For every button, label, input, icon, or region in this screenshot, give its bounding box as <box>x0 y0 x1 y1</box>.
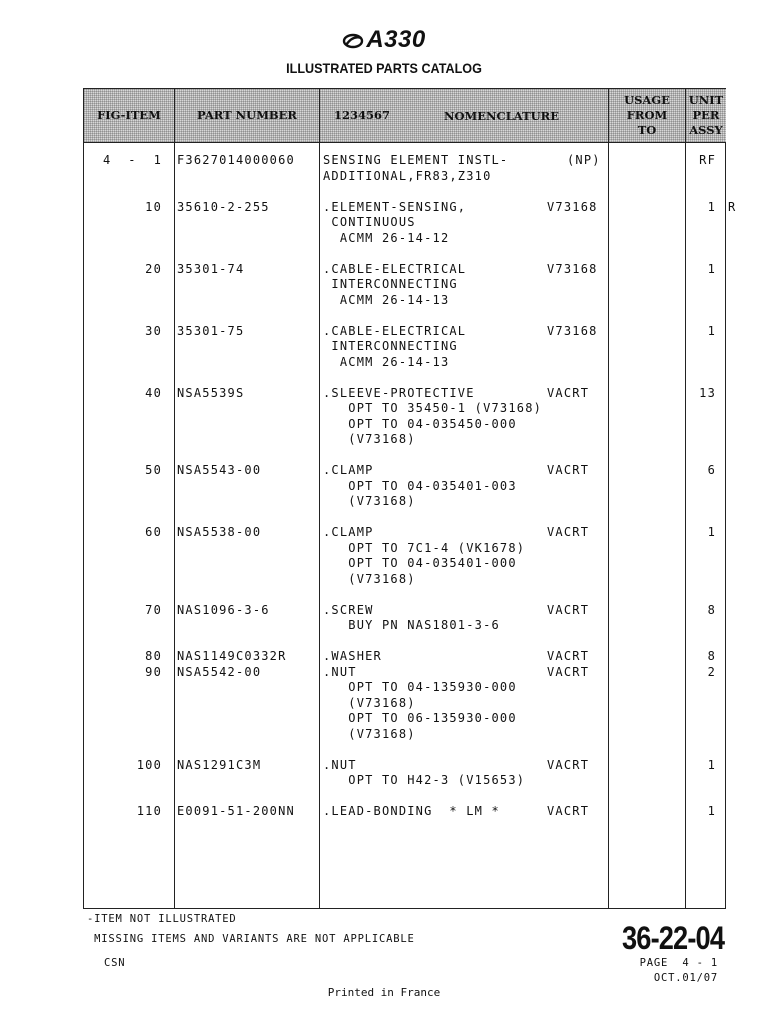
nomenclature-line: CONTINUOUS <box>323 215 416 229</box>
nomenclature-line: BUY PN NAS1801-3-6 <box>323 618 500 632</box>
nomenclature-line: .WASHER <box>323 649 382 663</box>
nomenclature-line: (V73168) <box>323 494 416 508</box>
note-not-illustrated: -ITEM NOT ILLUSTRATED <box>87 913 237 925</box>
aircraft-model: A330 <box>366 26 426 53</box>
nomenclature-line: .CABLE-ELECTRICAL <box>323 323 467 338</box>
catalog-title: ILLUSTRATED PARTS CATALOG <box>286 60 482 76</box>
part-number-cell: 35301-74 <box>177 261 245 276</box>
unit-per-assy-cell: 2 <box>707 664 716 679</box>
nomenclature-line: OPT TO 04-035401-000 <box>323 556 517 570</box>
nomenclature-line: OPT TO 04-035450-000 <box>323 416 517 431</box>
unit-per-assy-cell: 8 <box>707 649 716 663</box>
column-divider <box>608 89 609 908</box>
unit-per-assy-cell: 8 <box>707 602 716 617</box>
nomenclature-line: INTERCONNECTING <box>323 277 458 291</box>
nomenclature-cell <box>323 603 500 634</box>
nomenclature-line: OPT TO 04-135930-000 <box>323 680 517 694</box>
unit-per-assy-cell: 1 <box>707 525 716 539</box>
revision-mark: R <box>728 199 737 214</box>
airbus-logo-icon <box>342 33 364 49</box>
vendor-code-cell: VACRT <box>547 649 590 663</box>
nomenclature-line: OPT TO 35450-1 (V73168) <box>323 401 543 415</box>
nomenclature-line: .SLEEVE-PROTECTIVE <box>323 385 475 400</box>
part-number-cell: NSA5542-00 <box>177 664 262 679</box>
csn-label: CSN <box>104 957 126 969</box>
vendor-code-cell: VACRT <box>547 664 590 679</box>
nomenclature-line: .NUT <box>323 664 357 679</box>
nomenclature-line: .CLAMP <box>323 463 374 477</box>
vendor-code-cell: (NP) <box>567 153 601 167</box>
nomenclature-line: .LEAD-BONDING * LM * <box>323 804 500 818</box>
part-number-cell: NSA5539S <box>177 385 245 400</box>
fig-item-cell: 60 <box>145 525 162 539</box>
fig-item-cell: 4 - 1 <box>103 153 162 167</box>
revision-date: OCT.01/07 <box>653 972 718 984</box>
aircraft-logo <box>0 26 768 54</box>
nomenclature-line: ADDITIONAL,FR83,Z310 <box>323 168 492 183</box>
vendor-code-cell: V73168 <box>547 323 598 338</box>
document-number: 36-22-04 <box>621 920 724 956</box>
part-number-cell: NSA5538-00 <box>177 525 262 539</box>
part-number-cell: E0091-51-200NN <box>177 804 295 818</box>
nomenclature-cell <box>323 153 508 184</box>
header-usage: USAGE FROM TO <box>609 89 685 142</box>
vendor-code-cell: VACRT <box>547 525 590 539</box>
header-part-number: PART NUMBER <box>175 89 319 142</box>
nomenclature-line: (V73168) <box>323 432 416 446</box>
unit-per-assy-cell: 13 <box>699 385 716 400</box>
nomenclature-line: (V73168) <box>323 695 416 710</box>
nomenclature-line: .SCREW <box>323 602 374 617</box>
parts-table <box>83 88 737 909</box>
nomenclature-cell <box>323 262 466 309</box>
fig-item-cell: 80 <box>145 649 162 663</box>
nomenclature-cell <box>323 525 525 587</box>
column-divider <box>174 89 175 908</box>
unit-per-assy-cell: 1 <box>707 199 716 214</box>
part-number-cell: 35610-2-255 <box>177 199 270 214</box>
fig-item-cell: 30 <box>145 323 162 338</box>
nomenclature-cell <box>323 200 466 247</box>
table-header <box>84 89 725 143</box>
part-number-cell: 35301-75 <box>177 323 245 338</box>
vendor-code-cell: VACRT <box>547 463 590 477</box>
fig-item-cell: 70 <box>145 602 162 617</box>
nomenclature-line: INTERCONNECTING <box>323 339 458 353</box>
vendor-code-cell: VACRT <box>547 385 590 400</box>
part-number-cell: F3627014000060 <box>177 153 295 167</box>
part-number-cell: NAS1149C0332R <box>177 649 287 663</box>
vendor-code-cell: V73168 <box>547 199 598 214</box>
nomenclature-cell <box>323 665 517 743</box>
vendor-code-cell: VACRT <box>547 602 590 617</box>
nomenclature-cell <box>323 758 525 789</box>
nomenclature-line: OPT TO 7C1-4 (VK1678) <box>323 540 526 555</box>
header-nomenclature-label: NOMENCLATURE <box>444 109 559 123</box>
nomenclature-cell <box>323 386 542 448</box>
vendor-code-cell: V73168 <box>547 261 598 276</box>
nomenclature-cell <box>323 324 466 371</box>
nomenclature-line: OPT TO H42-3 (V15653) <box>323 773 526 787</box>
vendor-code-cell: VACRT <box>547 757 590 772</box>
fig-item-cell: 10 <box>145 199 162 214</box>
unit-per-assy-cell: RF <box>699 153 716 167</box>
nomenclature-line: .CABLE-ELECTRICAL <box>323 261 467 276</box>
nomenclature-cell <box>323 649 382 665</box>
header-unit-per-assy: UNIT PER ASSY <box>686 89 726 142</box>
nomenclature-line: (V73168) <box>323 726 416 741</box>
nomenclature-cell <box>323 804 500 820</box>
nomenclature-line: .NUT <box>323 757 357 772</box>
nomenclature-line: .CLAMP <box>323 525 374 539</box>
unit-per-assy-cell: 6 <box>707 463 716 477</box>
column-divider <box>319 89 320 908</box>
nomenclature-line: (V73168) <box>323 571 416 586</box>
fig-item-cell: 110 <box>136 804 162 818</box>
header-code: 1234567 <box>334 108 391 122</box>
nomenclature-line: ACMM 26-14-13 <box>323 292 450 307</box>
fig-item-cell: 90 <box>145 664 162 679</box>
page-number: PAGE 4 - 1 <box>639 957 718 969</box>
part-number-cell: NAS1096-3-6 <box>177 602 270 617</box>
header-fig-item: FIG-ITEM <box>84 89 174 142</box>
note-missing-items: MISSING ITEMS AND VARIANTS ARE NOT APPLICABLE <box>87 933 415 945</box>
nomenclature-line: ACMM 26-14-12 <box>323 230 450 245</box>
fig-item-cell: 100 <box>136 757 162 772</box>
nomenclature-line: OPT TO 04-035401-003 <box>323 478 517 493</box>
unit-per-assy-cell: 1 <box>707 757 716 772</box>
part-number-cell: NAS1291C3M <box>177 757 262 772</box>
fig-item-cell: 20 <box>145 261 162 276</box>
fig-item-cell: 50 <box>145 463 162 477</box>
vendor-code-cell: VACRT <box>547 804 590 818</box>
unit-per-assy-cell: 1 <box>707 261 716 276</box>
nomenclature-line: SENSING ELEMENT INSTL- <box>323 153 509 167</box>
header-nomenclature <box>320 89 608 142</box>
unit-per-assy-cell: 1 <box>707 804 716 818</box>
printed-in-label: Printed in France <box>327 986 441 999</box>
nomenclature-line: .ELEMENT-SENSING, <box>323 199 467 214</box>
nomenclature-line: ACMM 26-14-13 <box>323 354 450 369</box>
unit-per-assy-cell: 1 <box>707 323 716 338</box>
nomenclature-line: OPT TO 06-135930-000 <box>323 711 517 725</box>
nomenclature-cell <box>323 463 517 510</box>
part-number-cell: NSA5543-00 <box>177 463 262 477</box>
fig-item-cell: 40 <box>145 385 162 400</box>
